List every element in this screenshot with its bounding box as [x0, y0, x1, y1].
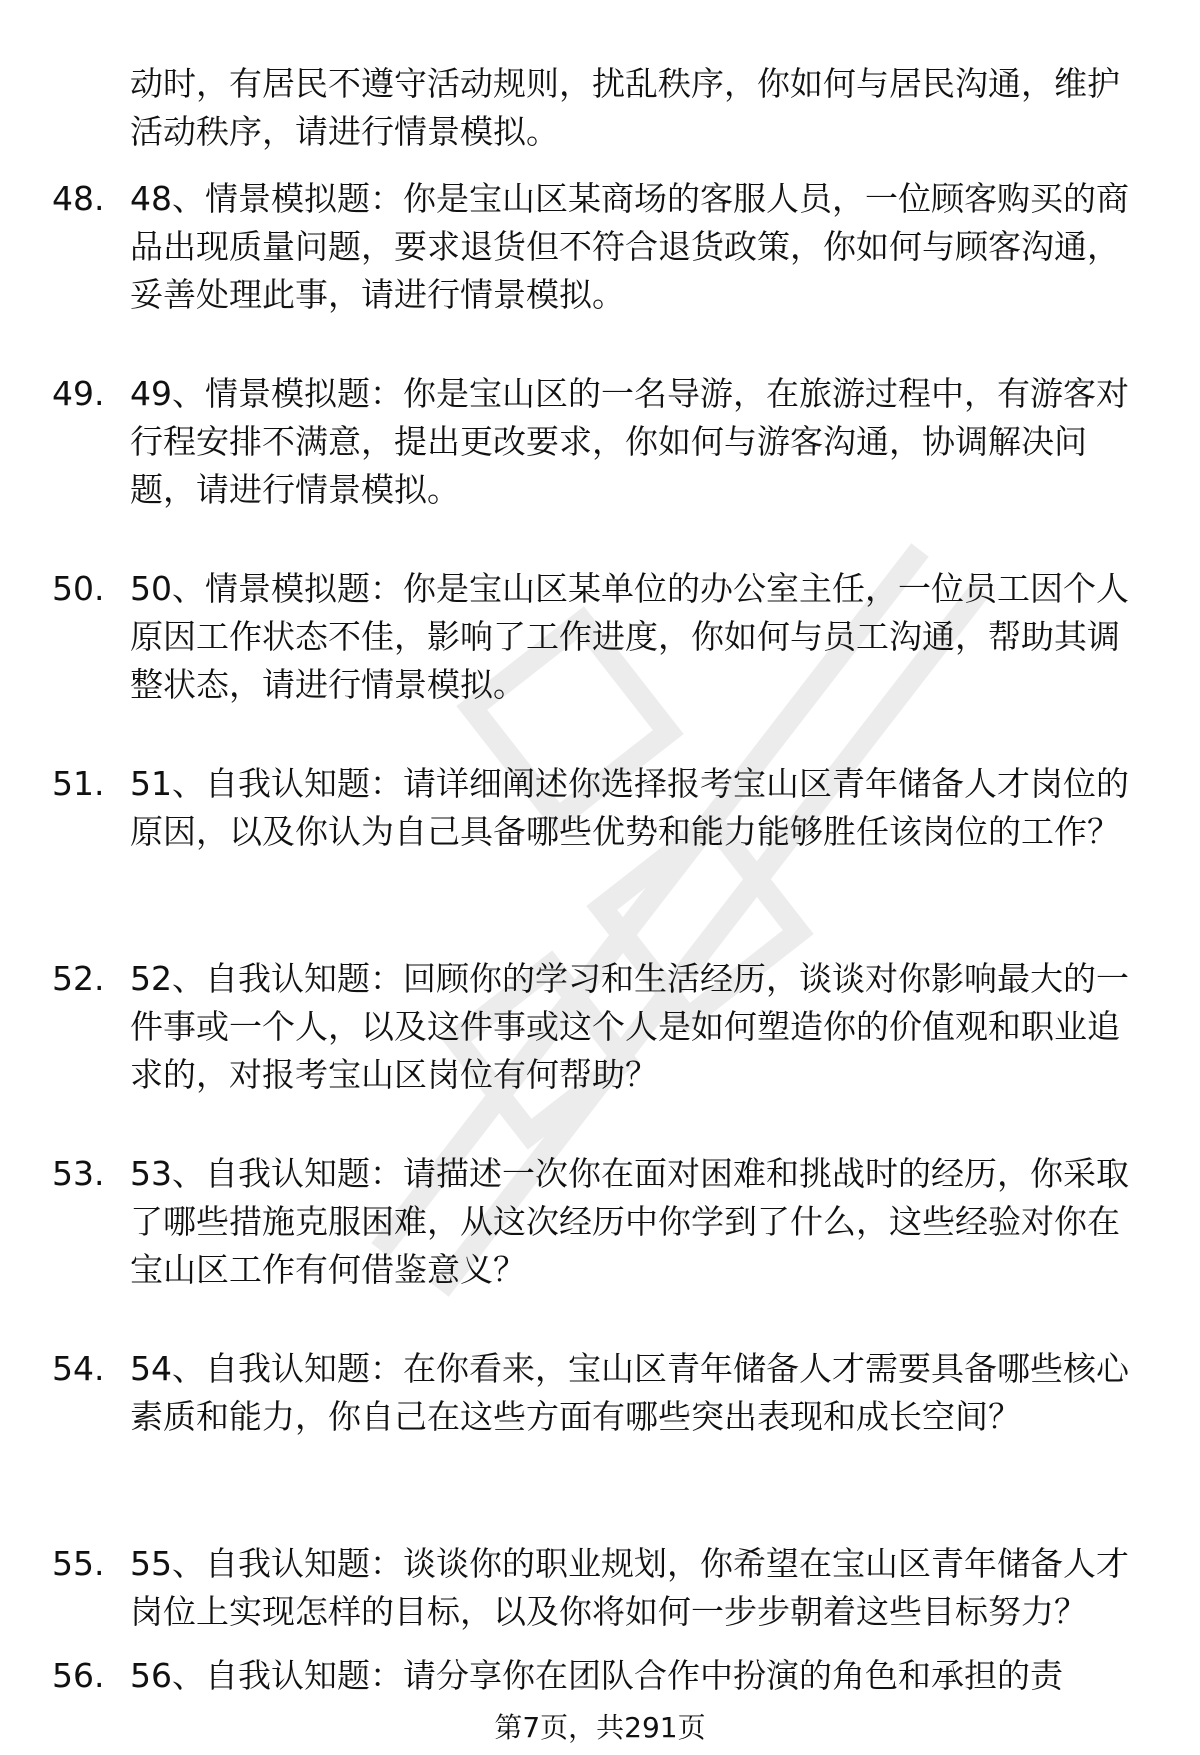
item-number: 53.: [52, 1154, 105, 1193]
item-text: 52、自我认知题：回顾你的学习和生活经历，谈谈对你影响最大的一件事或一个人，以及这件事或这个人是如何塑造你的价值观和职业追求的，对报考宝山区岗位有何帮助？: [130, 959, 1129, 1094]
item-number: 48.: [52, 179, 105, 218]
item-number: 49.: [52, 374, 105, 413]
item-text: 54、自我认知题：在你看来，宝山区青年储备人才需要具备哪些核心素质和能力，你自己在这些方面有哪些突出表现和成长空间？: [130, 1349, 1129, 1436]
item-number: 52.: [52, 959, 105, 998]
item-text: 50、情景模拟题：你是宝山区某单位的办公室主任，一位员工因个人原因工作状态不佳，影响了工作进度，你如何与员工沟通，帮助其调整状态，请进行情景模拟。: [130, 569, 1129, 704]
item-text: 49、情景模拟题：你是宝山区的一名导游，在旅游过程中，有游客对行程安排不满意，提出更改要求，你如何与游客沟通，协调解决问题，请进行情景模拟。: [130, 374, 1129, 509]
continued-item-text: [130, 60, 1150, 156]
item-number: 56.: [52, 1656, 105, 1695]
item-text: 53、自我认知题：请描述一次你在面对困难和挑战时的经历，你采取了哪些措施克服困难，从这次经历中你学到了什么，这些经验对你在宝山区工作有何借鉴意义？: [130, 1154, 1129, 1289]
item-number: 55.: [52, 1544, 105, 1583]
item-number: 50.: [52, 569, 105, 608]
item-text: 55、自我认知题：谈谈你的职业规划，你希望在宝山区青年储备人才岗位上实现怎样的目标，以及你将如何一步步朝着这些目标努力？: [130, 1544, 1129, 1631]
item-text: 48、情景模拟题：你是宝山区某商场的客服人员，一位顾客购买的商品出现质量问题，要求退货但不符合退货政策，你如何与顾客沟通，妥善处理此事，请进行情景模拟。: [130, 179, 1129, 314]
item-number: 51.: [52, 764, 105, 803]
page-footer: 第7页，共291页: [494, 1711, 706, 1744]
item-number: 54.: [52, 1349, 105, 1388]
continued-text: 动时，有居民不遵守活动规则，扰乱秩序，你如何与居民沟通，维护活动秩序，请进行情景模拟。: [130, 64, 1120, 151]
item-text: 56、自我认知题：请分享你在团队合作中扮演的角色和承担的责: [130, 1656, 1063, 1695]
item-text: 51、自我认知题：请详细阐述你选择报考宝山区青年储备人才岗位的原因，以及你认为自己具备哪些优势和能力能够胜任该岗位的工作？: [130, 764, 1129, 851]
